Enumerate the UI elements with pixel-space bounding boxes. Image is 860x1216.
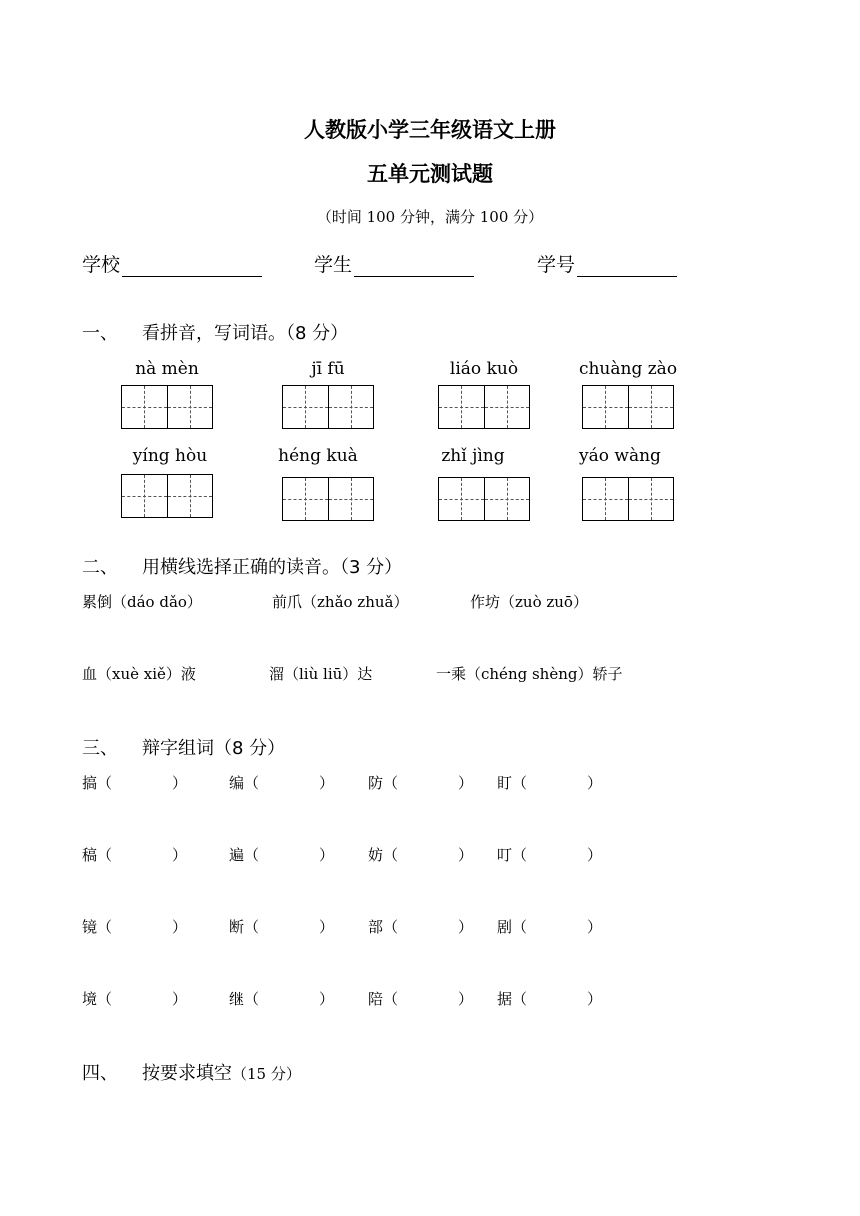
number-blank[interactable] (577, 256, 677, 277)
section-4-heading (82, 1059, 301, 1085)
pinyin-label: jī fū (311, 359, 345, 379)
section-number: 三、 (82, 738, 118, 759)
word-item[interactable]: 境（ ） (82, 990, 188, 1008)
section-number: 二、 (82, 557, 118, 578)
section-1-heading (82, 319, 348, 345)
word-item[interactable]: 搞（ ） (82, 774, 188, 792)
section-2-heading (82, 553, 402, 579)
pinyin-label: liáo kuò (449, 359, 519, 379)
word-item[interactable]: 盯（ ） (497, 774, 603, 792)
section-number: 四、 (82, 1063, 118, 1084)
pinyin-label: zhǐ jìng (441, 446, 505, 466)
section-label: 用横线选择正确的读音。 (142, 557, 340, 578)
number-field[interactable] (537, 250, 677, 277)
student-field[interactable] (314, 250, 474, 277)
reading-choice[interactable]: 累倒（dáo dǎo） (82, 593, 202, 611)
number-label: 学号 (537, 254, 576, 276)
word-item[interactable]: 防（ ） (368, 774, 474, 792)
writing-grid[interactable] (282, 477, 374, 521)
school-field[interactable] (82, 250, 262, 277)
word-item[interactable]: 陪（ ） (368, 990, 474, 1008)
section-label: 辩字组词 (142, 738, 214, 759)
school-blank[interactable] (122, 256, 262, 277)
pinyin-label: héng kuà (278, 446, 358, 466)
pinyin-label: chuàng zào (578, 359, 678, 379)
page-subtitle: 五单元测试题 (367, 162, 493, 186)
page-title: 人教版小学三年级语文上册 (304, 118, 556, 142)
word-item[interactable]: 稿（ ） (82, 846, 188, 864)
writing-grid[interactable] (438, 477, 530, 521)
exam-note: （时间 100 分钟，满分 100 分） (316, 208, 544, 226)
section-number: 一、 (82, 323, 118, 344)
word-item[interactable]: 镜（ ） (82, 918, 188, 936)
reading-choice[interactable]: 作坊（zuò zuō） (470, 593, 588, 611)
word-item[interactable]: 据（ ） (497, 990, 603, 1008)
reading-choice[interactable]: 前爪（zhǎo zhuǎ） (272, 593, 409, 611)
word-item[interactable]: 断（ ） (229, 918, 335, 936)
word-item[interactable]: 继（ ） (229, 990, 335, 1008)
reading-choice[interactable]: 溜（liù liū）达 (269, 665, 373, 683)
word-item[interactable]: 编（ ） (229, 774, 335, 792)
section-label: 按要求填空 (142, 1063, 232, 1084)
writing-grid[interactable] (582, 477, 674, 521)
word-item[interactable]: 剧（ ） (497, 918, 603, 936)
student-blank[interactable] (354, 256, 474, 277)
pinyin-label: yáo wàng (579, 446, 661, 466)
word-item[interactable]: 部（ ） (368, 918, 474, 936)
writing-grid[interactable] (582, 385, 674, 429)
section-points: （3 分） (340, 557, 403, 578)
school-label: 学校 (82, 254, 121, 276)
word-item[interactable]: 叮（ ） (497, 846, 603, 864)
section-label: 看拼音，写词语。 (142, 323, 286, 344)
section-points: （8 分） (214, 738, 286, 759)
writing-grid[interactable] (121, 474, 213, 518)
writing-grid[interactable] (438, 385, 530, 429)
writing-grid[interactable] (121, 385, 213, 429)
section-points: （15 分） (232, 1065, 301, 1083)
reading-choice[interactable]: 一乘（chéng shèng）轿子 (436, 665, 623, 683)
pinyin-label: yíng hòu (132, 446, 208, 466)
writing-grid[interactable] (282, 385, 374, 429)
pinyin-label: nà mèn (135, 359, 199, 379)
section-points: （8 分） (286, 323, 349, 344)
student-label: 学生 (314, 254, 353, 276)
reading-choice[interactable]: 血（xuè xiě）液 (82, 665, 196, 683)
word-item[interactable]: 妨（ ） (368, 846, 474, 864)
section-3-heading (82, 734, 285, 760)
word-item[interactable]: 遍（ ） (229, 846, 335, 864)
